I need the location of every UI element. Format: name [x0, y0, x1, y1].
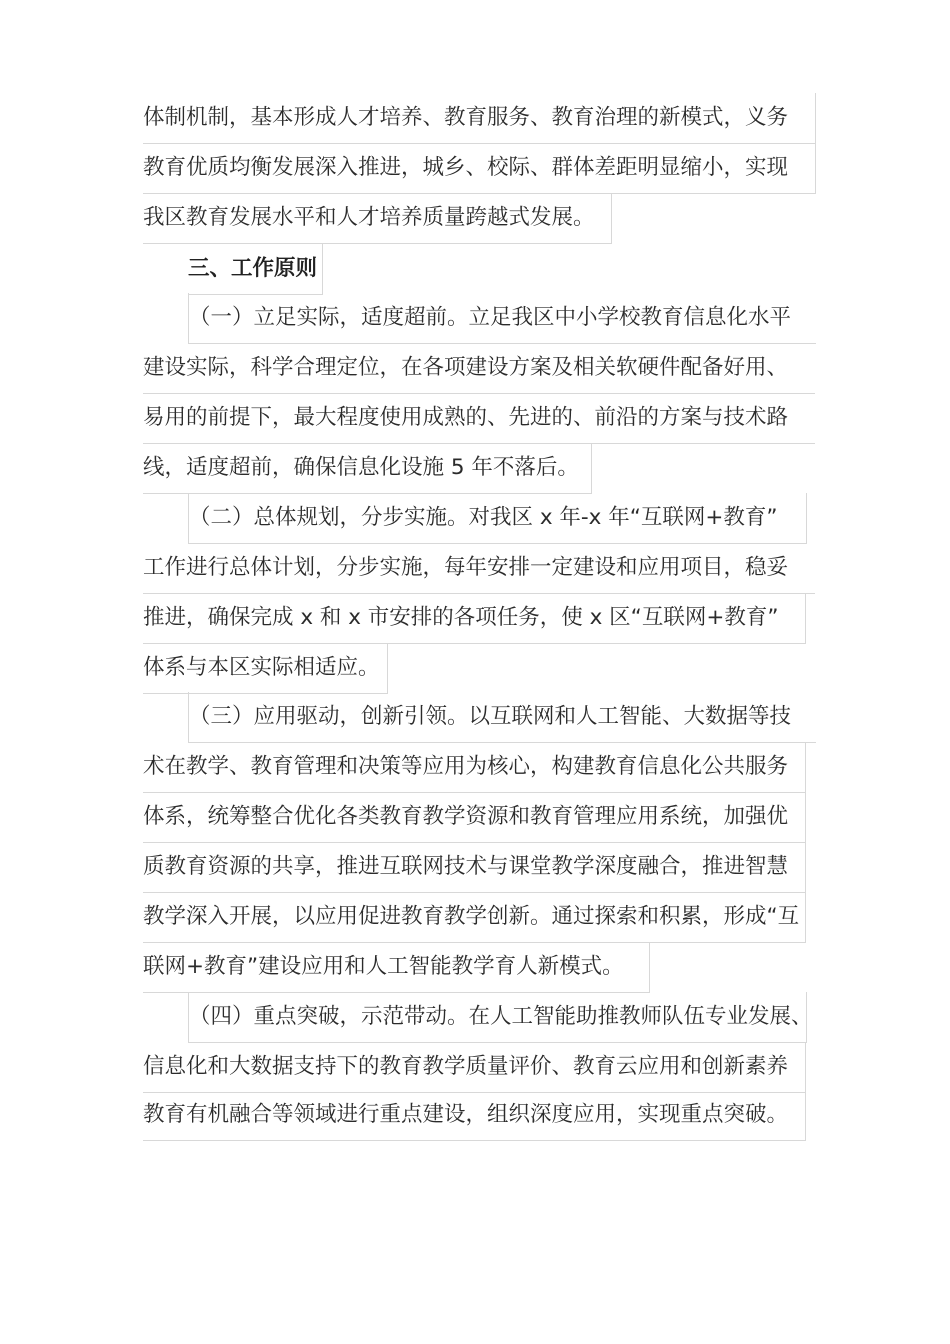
paragraph-line: 我区教育发展水平和人才培养质量跨越式发展。	[143, 193, 612, 244]
paragraph-line: 教学深入开展，以应用促进教育教学创新。通过探索和积累，形成“互	[143, 892, 806, 943]
paragraph-line: 体制机制，基本形成人才培养、教育服务、教育治理的新模式，义务	[143, 93, 816, 144]
paragraph-line: （一）立足实际，适度超前。立足我区中小学校教育信息化水平	[188, 293, 816, 344]
paragraph-line: 工作进行总体计划，分步实施，每年安排一定建设和应用项目，稳妥	[143, 543, 815, 594]
paragraph-line: （三）应用驱动，创新引领。以互联网和人工智能、大数据等技	[188, 692, 816, 743]
paragraph-line: 推进，确保完成 x 和 x 市安排的各项任务，使 x 区“互联网+教育”	[143, 593, 806, 644]
paragraph-line: 教育有机融合等领域进行重点建设，组织深度应用，实现重点突破。	[143, 1090, 806, 1141]
paragraph-line: 体系与本区实际相适应。	[143, 643, 388, 694]
paragraph-line: （四）重点突破，示范带动。在人工智能助推教师队伍专业发展、	[188, 992, 807, 1043]
paragraph-line: （二）总体规划，分步实施。对我区 x 年-x 年“互联网+教育”	[188, 493, 807, 544]
paragraph-line: 线，适度超前，确保信息化设施 5 年不落后。	[143, 443, 592, 494]
paragraph-line: 建设实际，科学合理定位，在各项建设方案及相关软硬件配备好用、	[143, 343, 815, 394]
paragraph-line: 教育优质均衡发展深入推进，城乡、校际、群体差距明显缩小，实现	[143, 143, 816, 194]
paragraph-line: 体系，统筹整合优化各类教育教学资源和教育管理应用系统，加强优	[143, 792, 806, 843]
paragraph-line: 术在教学、教育管理和决策等应用为核心，构建教育信息化公共服务	[143, 742, 806, 793]
paragraph-line: 易用的前提下，最大程度使用成熟的、先进的、前沿的方案与技术路	[143, 393, 815, 444]
paragraph-line: 联网+教育”建设应用和人工智能教学育人新模式。	[143, 942, 650, 993]
paragraph-line: 质教育资源的共享，推进互联网技术与课堂教学深度融合，推进智慧	[143, 842, 806, 893]
section-heading: 三、工作原则	[188, 244, 323, 295]
paragraph-line: 信息化和大数据支持下的教育教学质量评价、教育云应用和创新素养	[143, 1042, 806, 1093]
